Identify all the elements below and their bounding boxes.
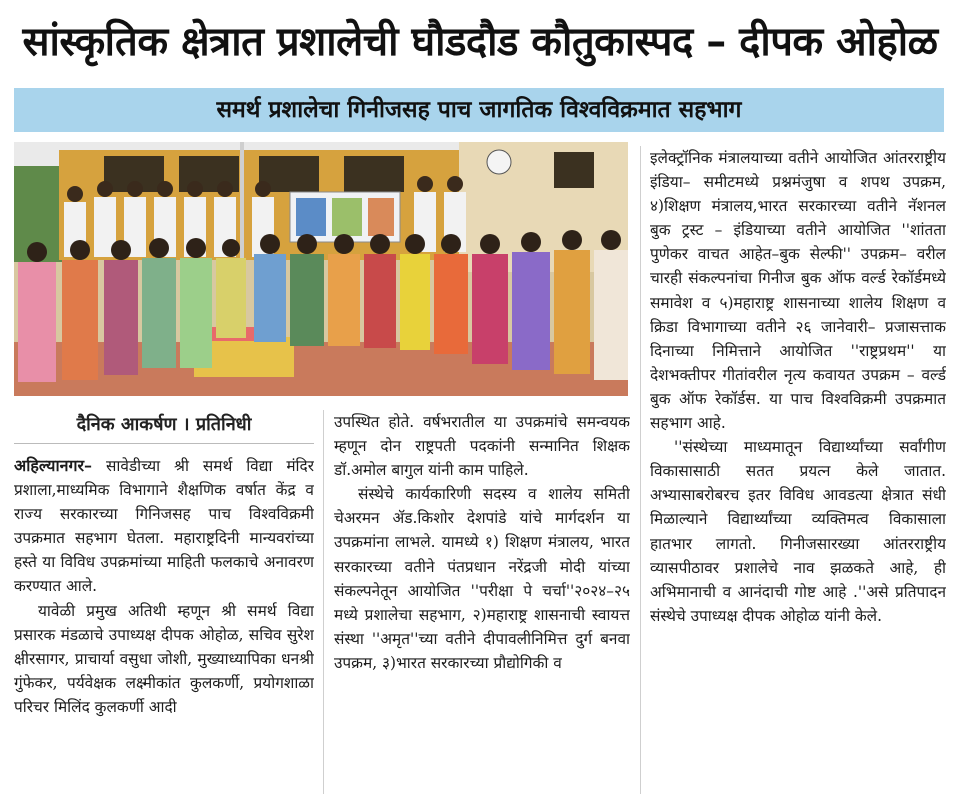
article-paragraph: उपस्थित होते. वर्षभरातील या उपक्रमांचे समन्वयक म्हणून दोन राष्ट्रपती पदकांनी सन्मानित शिक्षक डॉ.अमोल बागुल यांनी काम पाहिले. <box>334 413 630 480</box>
paragraph-text: सावेडीच्या श्री समर्थ विद्या मंदिर प्रशाला,माध्यमिक विभागाने शैक्षणिक वर्षात केंद्र व राज्य सरकारच्या गिनिजसह पाच विश्वविक्रमी उपक्रमात सहभाग घेतला. महाराष्ट्रदिनी मान्यवरांच्या हस्ते या विविध उपक्रमांच्या माहिती फलकाचे अनावरण करण्यात आले. <box>14 457 314 596</box>
subheadline-text: समर्थ प्रशालेचा गिनीजसह पाच जागतिक विश्वविक्रमात सहभाग <box>216 97 742 123</box>
byline: दैनिक आकर्षण । प्रतिनिधी <box>14 410 314 444</box>
article-paragraph <box>14 454 314 599</box>
article-paragraph: यावेळी प्रमुख अतिथी म्हणून श्री समर्थ विद्या प्रसारक मंडळाचे उपाध्यक्ष दीपक ओहोळ, सचिव सुरेश क्षीरसागर, प्राचार्या वसुधा जोशी, मुख्याध्यापिका धनश्री गुंफेकर, पर्यवेक्षक लक्ष्मीकांत कुलकर्णी, प्रयोगशाळा परिचर मिलिंद कुलकर्णी आदी <box>14 601 314 716</box>
column-divider <box>323 410 324 794</box>
article-column-3 <box>650 146 946 794</box>
dateline: अहिल्यानगर– <box>14 456 93 475</box>
article-column-2 <box>334 410 630 794</box>
article-paragraph: ''संस्थेच्या माध्यमातून विद्यार्थ्यांच्या सर्वांगीण विकासासाठी सतत प्रयत्न केले जातात. अभ्यासाबरोबरच इतर विविध आवडत्या क्षेत्रात संधी मिळाल्याने विद्यार्थ्यांच्या व्यक्तिमत्व विकासाला हातभार लागतो. गिनीजसारख्या आंतरराष्ट्रीय व्यासपीठावर प्रशालेचे नाव झळकते आहे, ही अभिमानाची व आनंदाची गोष्ट आहे .''असे प्रतिपादन संस्थेचे उपाध्यक्ष दीपक ओहोळ यांनी केले. <box>650 438 946 625</box>
article-paragraph: संस्थेचे कार्यकारिणी सदस्य व शालेय समिती चेअरमन ॲड.किशोर देशपांडे यांचे मार्गदर्शन या उपक्रमांना लाभले. यामध्ये १) शिक्षण मंत्रालय, भारत सरकारच्या वतीने पंतप्रधान नरेंद्रजी मोदी यांच्या संकल्पनेतून आयोजित ''परीक्षा पे चर्चा''२०२४–२५ मध्ये प्रशालेचा सहभाग, २)महाराष्ट्र शासनाची स्वायत्त संस्था ''अमृत''च्या वतीने दीपावलीनिमित्त दुर्ग बनवा उपक्रम, ३)भारत सरकारच्या प्रौद्योगिकी व <box>334 485 630 672</box>
subheadline-banner <box>14 88 944 132</box>
headline: सांस्कृतिक क्षेत्रात प्रशालेची घौडदौड कौतुकास्पद – दीपक ओहोळ <box>22 19 938 65</box>
column-divider <box>640 146 641 794</box>
article-paragraph: इलेक्ट्रॉनिक मंत्रालयाच्या वतीने आयोजित आंतरराष्ट्रीय इंडिया– समीटमध्ये प्रश्नमंजुषा व शपथ उपक्रम, ४)शिक्षण मंत्रालय,भारत सरकारच्या वतीने नॅशनल बुक ट्रस्ट – इंडियाच्या वतीने आयोजित ''शांतता पुणेकर वाचत आहेत–बुक सेल्फी'' उपक्रम– वरील चारही संकल्पनांचा गिनीज बुक ऑफ वर्ल्ड रेकॉर्डमध्ये समावेश व ५)महाराष्ट्र शासनाच्या शालेय शिक्षण व क्रिडा विभागाच्या वतीने २६ जानेवारी– प्रजासत्ताक दिनाच्या निमित्ताने आयोजित ''राष्ट्रप्रथम'' या देशभक्तीपर गीतांवरील नृत्य कवायत उपक्रम – वर्ल्ड बुक ऑफ रेकॉर्डस. या पाच विश्वविक्रमी उपक्रमात सहभाग आहे. <box>650 149 946 433</box>
article-column-1 <box>14 454 314 794</box>
news-photo <box>14 142 628 396</box>
